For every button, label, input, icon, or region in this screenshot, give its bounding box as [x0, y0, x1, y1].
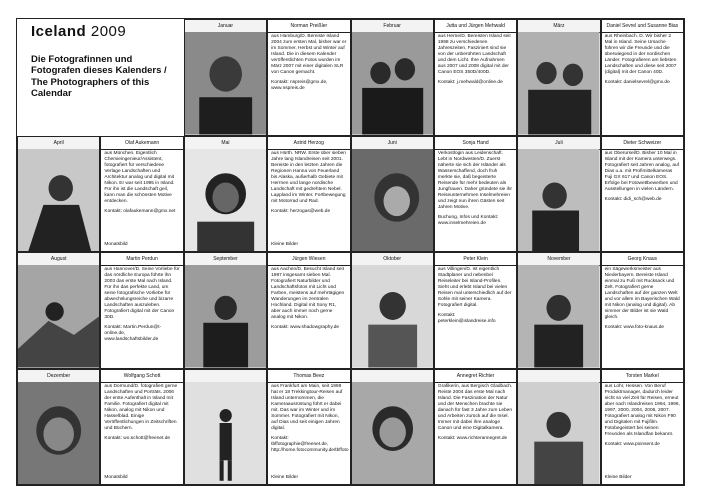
photographer-name: Thomas Beez: [268, 370, 349, 383]
contact-text: Kontakt: Martin.Perdun@t-online.de, www.landschaftsbilder.de: [104, 325, 162, 342]
photo-cell-5: [351, 136, 434, 253]
bio-text: aus Hamburg/D. Bereiste Island 2004 zum ersten Mal, bisher war er im Sommer, Herbst und Winter auf Island. Die in diesem Kalender veröffentlichten Fotos wurden im März 2007 mit einer digitalen SLR von Canon gemacht.: [271, 34, 347, 75]
month-label: Januar: [185, 20, 266, 33]
photo: [185, 265, 266, 368]
title-block: [17, 19, 184, 136]
contact-text: Kontakt: j.mehwald@online.de: [437, 80, 503, 85]
photo: [352, 265, 433, 368]
bio-text: ein Sägewerksmeister aus Niederbayern. Bereiste Island einmal zu Fuß mit Rucksack und Zelt. Fotografiert gerne Landschaften auf der ganzen Welt und vor allem im Bayerischen Wald mit Nikon (analog und digital). Ab nimmer der Bilder ist sie Wald gleich.: [604, 267, 680, 320]
month-label: Juni: [352, 137, 433, 150]
contact-text: Kontakt: tbffotographie@freenet.de, http://home.fotocommunity.de/tbffoto: [271, 435, 349, 453]
photo: [352, 32, 433, 135]
photographer-name: Dieter Schweizer: [602, 137, 683, 150]
bio-text: aus Rheinbach. D. Wir bisher 2 Mal in Island. Seine Ursache führen wir die Freunde und die überwiegend in der nordischen Länder. Fotografieren am liebsten Landschaften und diese seit 2007 (digital) mit der Canon 40D.: [604, 34, 677, 75]
photographer-name: Jürgen Wiesen: [268, 253, 349, 266]
photographer-name: Peter Klein: [435, 253, 516, 266]
bio-text: aus Frankfurt am Main, seit 1998 hat er 18 Trekkingtour-Reisen auf Island unternommen, die Kameraausrüstung führt er dabei mit. Das war im Winter und im Sommer. Fotografiert mit Nikon, auf Dias und seit einigen Jahren digital.: [271, 383, 343, 431]
photo-cell-12: [184, 369, 267, 486]
month-label: Dezember: [18, 370, 99, 383]
image-type-label: Kleine Bilder: [271, 242, 299, 247]
photo-cell-2: [517, 19, 600, 136]
photographer-name: Martin Perdun: [101, 253, 182, 266]
photographer-name: Torsten Markel: [602, 370, 683, 383]
photo-cell-11: [17, 369, 100, 486]
text-cell-10: [601, 252, 684, 369]
contact-text: Kontakt: danielsevrel@gmx.de: [604, 80, 670, 85]
contact-text: Kontakt: peterklein@islandreise.info: [437, 313, 496, 324]
bio-text: aus Villingen/D. Ist eigentlich Stadtplaner und nebenbei Reiseleiter bei Island-Profilen. Sieht und erlebt Island bei vielen Reisen mal unterschiedlich auf der Sohle mit seiner Kamera. Fotografiert digital.: [437, 267, 512, 308]
contact-text: Kontakt: www.foto-knaus.de: [604, 325, 665, 330]
bio-text: aus München. Eigentlich Chemieingenieur/Assistent, fotografiert für verschiedene Verlage Landschaften und Architektur analog und digital mit Nikon. Er war seit 1995 in Island. Für ihn ist die Landschaft geil, kann man die schönsten Motive entdecken.: [104, 150, 175, 204]
photo: [185, 32, 266, 135]
contact-text: Kontakt: www.richterannegret.de: [437, 435, 508, 441]
photographer-name: Astrid Herzog: [268, 137, 349, 150]
photo: [18, 149, 99, 252]
page-title: [31, 23, 180, 40]
contact-text: Kontakt: olafaukemann@gmx.net: [104, 208, 176, 214]
bio-text: aus Hürth. NRW. Erste über sieben Jahre lang Islandreisen seit 2001. Bereiste in den letzten Jahren die Regionen Hanna von Feuerland bis Alaska, außerhalb Gebiete mit Herrnen und lange nordische Landschaft mit gedrehtem Nebel. Lappland im Winter. Fortbewegung mit Motorrad und Rad.: [271, 150, 346, 204]
month-label: November: [518, 253, 599, 266]
text-cell-13: [434, 369, 517, 486]
photo: [18, 382, 99, 485]
bio-text: aus Lohr, Hessen. Von Beruf Produktmanager, dadurch leider nicht so viel Zeit für Reisen, erneut aber nach Islandreisen 1994, 1996, 1997, 2000, 2004, 2006, 2007. Fotografiert analog mit Nikon F90 und Digitalen mit Fujifilm. Fotobegeistert bei seinen Freunden als Islandfan bekannt.: [604, 383, 680, 437]
photo-cell-1: [351, 19, 434, 136]
photo: [18, 265, 99, 368]
month-label: September: [185, 253, 266, 266]
photo: [518, 382, 599, 485]
text-cell-5: [434, 136, 517, 253]
photo-cell-3: [17, 136, 100, 253]
month-label: März: [518, 20, 599, 33]
bio-text: aus Oberursel/D. Bisher 10 Mal in Island mit der Kamera unterwegs. Fotografiert seit Jahren analog, auf Dias u.a. mit Profimittelkameras Fuji GX 617 und Canon EOS. Erfolge bei Fotowettbewerben und Ausstellungen in vielen Ländern.: [604, 150, 680, 192]
photo-cell-14: [517, 369, 600, 486]
photographer-name: Jutta und Jürgen Mehwald: [435, 20, 516, 33]
bio-text: aus Herne/D. Bereisten Island seit 1998 zu verschiedenen Jahreszeiten. Fasziniert sind sie von der unberührten Landschaft und dem Licht. Ihre Aufnahmen aus 2007 und 2008 digital mit der Canon EOS 350D/400D.: [437, 34, 511, 75]
text-cell-8: [267, 252, 350, 369]
text-cell-9: [434, 252, 517, 369]
page-subtitle: Die Fotografinnen und Fotografen dieses Kalenders / The Photographers of this Calendar: [31, 54, 167, 100]
image-type-label: Kleine Bilder: [604, 475, 632, 480]
photo-cell-6: [517, 136, 600, 253]
photo: [352, 149, 433, 252]
month-label: Februar: [352, 20, 433, 33]
contact-text: Kontakt: didi_sch@web.de: [604, 196, 662, 202]
photographer-name: Daniel Sevrel und Susanne Bias: [602, 20, 683, 33]
title-brand: Iceland: [31, 23, 87, 40]
photographers-grid: [16, 18, 685, 486]
month-label: Mai: [185, 137, 266, 150]
text-cell-0: [267, 19, 350, 136]
photo: [518, 149, 599, 252]
photo-cell-0: [184, 19, 267, 136]
contact-text: Kontakt: nspreis@gmx.de, www.nspreis.de: [271, 80, 328, 91]
contact-text: Kontakt: wo.schott@freenet.de: [104, 435, 171, 441]
photo-cell-10: [517, 252, 600, 369]
photo-cell-4: [184, 136, 267, 253]
photo-cell-8: [184, 252, 267, 369]
text-cell-12: [267, 369, 350, 486]
photographer-name: Annegret Richter: [435, 370, 516, 383]
contact-text: Kontakt: herzogas@web.de: [271, 208, 331, 214]
photographer-name: Georg Knaus: [602, 253, 683, 266]
contact-text: Kontakt: www.shadowgraphy.de: [271, 325, 340, 330]
image-type-label: Monatsbild: [104, 475, 128, 480]
photographer-name: Wolfgang Schott: [101, 370, 182, 383]
photo: [352, 382, 433, 485]
photographer-name: Norman Preißler: [268, 20, 349, 33]
contact-text: Buchung, Infos und Kontakt: www.inselmehreien.de: [437, 214, 499, 226]
bio-text: Grafikerin, aus Bergisch Gladbach. Reiste 2004 das erste Mal nach Island. Die Faszination der Natur und der Menschen brachte sie danach für fast 3 Jahre zum Leben und Arbeiten zurück auf die Insel. Immer mit dabei ihre analoge Canon und eine Digitalkamera.: [437, 383, 513, 431]
bio-text: aus Dormund/D. fotografiert gerne Landschaften und Porträts. 2006 der erste Aufenthalt in Island mit Familie. Fotografiert digital mit Nikon, analog mit Nikon und Hasselblad. Einige Veröffentlichungen in Zeitschriften und Büchern.: [104, 383, 178, 431]
image-type-label: Monatsbild: [104, 242, 128, 247]
photo: [185, 149, 266, 252]
image-type-label: Kleine Bilder: [271, 475, 299, 480]
photo: [518, 265, 599, 368]
text-cell-11: [100, 369, 183, 486]
photo-cell-7: [17, 252, 100, 369]
photo-cell-13: [351, 369, 434, 486]
photo-cell-9: [351, 252, 434, 369]
photo: [185, 382, 266, 485]
title-year: 2009: [90, 23, 127, 40]
text-cell-4: [267, 136, 350, 253]
photographer-name: Sonja Hand: [435, 137, 516, 150]
bio-text: Verkostlogin aus Leidenschaft. Lebt in Nordwesten/D. Zuerst näherte sie sich der Isländer als Wasserschaffend, doch fruh merkte sie, daß begeisterte Reisende für mehr bedeuten als Jungfrauen. Daher gründete sie ihr Reiseunternehmen Inselmehreien und zeigt nun ihren Gästen seit Jahren Motive.: [437, 150, 513, 210]
text-cell-1: [434, 19, 517, 136]
month-label: Juli: [518, 137, 599, 150]
month-label: Oktober: [352, 253, 433, 266]
month-label: April: [18, 137, 99, 150]
text-cell-14: [601, 369, 684, 486]
bio-text: aus Hannover/D. Seine Vorliebe für das nördliche Europa führte ihn 2003 das erste Mal nach Island. Für ihn das perfekte Land, um seine fotografische Vorliebe für abwechslungsreiche und bizarre Landschaften auszuleben. Fotografiert digital mit der Canon 30D.: [104, 267, 180, 320]
bio-text: aus Aachen/D. Besucht Island seit 1987 insgesamt sieben Mal. Fotografiert Naturbilder und Landschaftsfotos mit Licht und Farben, meistens auf mehrtägigen Wanderungen im zentralen Hochland. Digital mit Sony R1, aber auch immer noch gerne analog mit Nikon.: [271, 267, 345, 320]
photographer-name: Olaf Aukemann: [101, 137, 182, 150]
text-cell-3: [100, 136, 183, 253]
month-label: August: [18, 253, 99, 266]
text-cell-2: [601, 19, 684, 136]
text-cell-6: [601, 136, 684, 253]
photo: [518, 32, 599, 135]
text-cell-7: [100, 252, 183, 369]
contact-text: Kontakt: www.poinsent.de: [604, 441, 660, 447]
